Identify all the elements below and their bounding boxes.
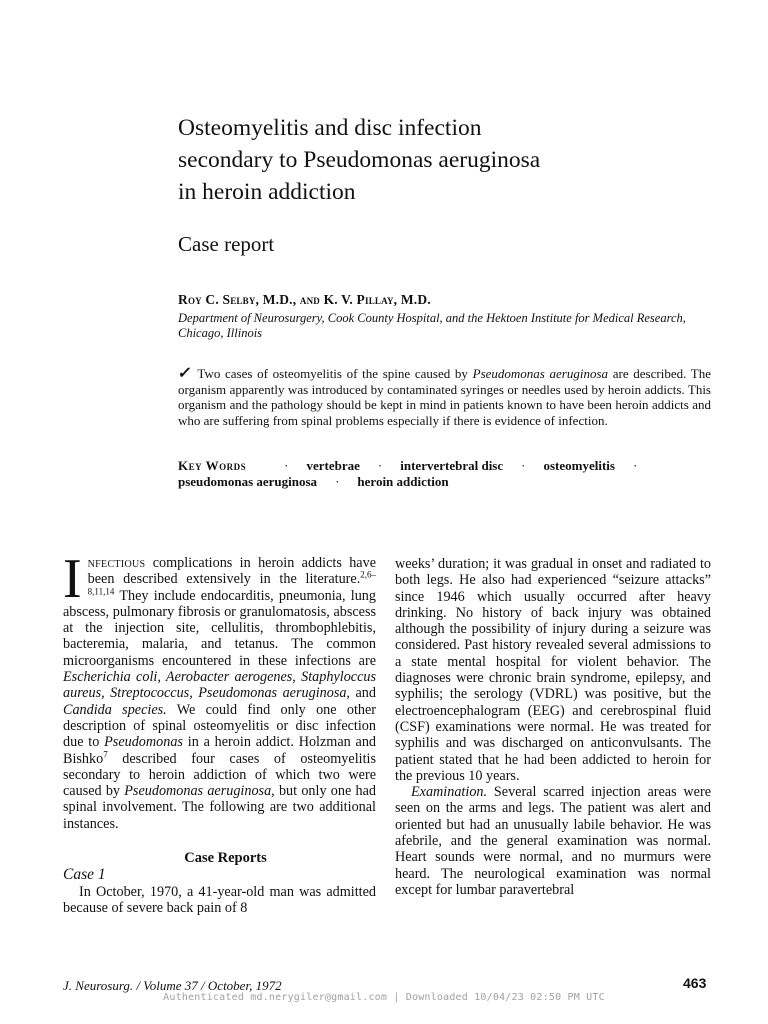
text-run: We could find only one other description of spinal osteomyelitis or disc infection due to — [63, 701, 376, 751]
download-watermark: Authenticated md.nerygiler@gmail.com | Downloaded 10/04/23 02:50 PM UTC — [163, 992, 605, 1003]
abstract-text-2: are described. The organism apparently was introduced by contaminated syringes or needles used by heroin addicts. This organism and the pathology should be kept in mind in patients known to have been heroin addicts and who are suffering from spinal problems especially if there is evidence of infection. — [178, 366, 711, 428]
lead-word: nfectious — [87, 555, 146, 571]
abstract-text-1: Two cases of osteomyelitis of the spine caused by — [197, 366, 473, 381]
keywords — [178, 458, 718, 490]
organism-names: Escherichia coli, Aerobacter aerogenes, Staphyloccus aureus, Streptococcus, Pseudomonas aeruginosa, — [63, 669, 376, 702]
keywords-row-2 — [178, 474, 718, 490]
keyword-item: intervertebral disc — [400, 458, 504, 473]
affiliation: Department of Neurosurgery, Cook County Hospital, and the Hektoen Institute for Medical Research, Chicago, Illinois — [178, 311, 686, 340]
body-column-left — [63, 548, 377, 916]
journal-citation: J. Neurosurg. / Volume 37 / October, 1972 — [63, 978, 282, 993]
text-run: in a heroin addict. Holzman and Bishko — [63, 734, 377, 767]
article-title — [178, 112, 698, 208]
keyword-separator: · — [335, 474, 340, 489]
reference-superscript: 2,6–8,11,14 — [87, 569, 376, 596]
reference-superscript: 7 — [103, 748, 108, 759]
abstract — [178, 366, 711, 428]
keyword-item: osteomyelitis — [543, 458, 615, 473]
text-run: complications in heroin addicts have been described extensively in the literature. — [87, 555, 376, 588]
author-conjunction: and — [299, 292, 320, 307]
article-subtitle: Case report — [178, 232, 275, 256]
abstract-organism: Pseudomonas aeruginosa — [472, 366, 609, 381]
page-number: 463 — [683, 975, 707, 991]
keywords-label: Key Words — [178, 458, 247, 473]
examination-paragraph — [395, 784, 711, 898]
case-1-paragraph: In October, 1970, a 41-year-old man was admitted because of severe back pain of 8 — [63, 883, 376, 916]
organism-name: Pseudomonas aeruginosa, — [124, 783, 275, 800]
text-run: but only one had spinal involvement. The following are two additional instances. — [63, 783, 376, 832]
text-run: Several scarred injection areas were seen on the arms and legs. The patient was alert and oriented but had an unusually labile behavior. He was afebrile, and the general examination was normal. Heart sounds were normal, and no murmurs were heard. The neurological examination was normal except for lumbar paravertebral — [395, 784, 711, 898]
checkmark-icon: ✓ — [176, 365, 193, 382]
organism-name: Pseudomonas — [104, 734, 183, 751]
author-line — [178, 292, 431, 308]
drop-cap: I — [63, 548, 82, 610]
keyword-separator: · — [377, 458, 383, 473]
author-1: Roy C. Selby, M.D., — [178, 292, 297, 307]
organism-name: Candida species. — [63, 701, 167, 718]
title-line-1: Osteomyelitis and disc infection — [178, 115, 482, 141]
title-line-3: in heroin addiction — [178, 179, 356, 205]
history-paragraph: weeks’ duration; it was gradual in onset and radiated to both legs. He also had experienced “seizure attacks” since 1946 which usually occurred after heavy drinking. No history of back injury was obtained although the possibility of injury during a seizure was considered. Past history revealed several admissions to a state mental hospital for violent behavior. The diagnoses were chronic brain syndrome, epilepsy, and syphilis; the serology (VDRL) was positive, but the electroencephalogram (EEG) and cerebrospinal fluid (CSF) examinations were normal. He was treated for syphilis and was discharged on anticonvulsants. The patient stated that he had been addicted to heroin for the previous 10 years. — [395, 556, 711, 784]
section-heading: Case Reports — [184, 850, 267, 867]
author-2: K. V. Pillay, M.D. — [323, 292, 431, 307]
keyword-separator: · — [632, 458, 638, 473]
title-line-2: secondary to Pseudomonas aeruginosa — [178, 147, 541, 173]
keyword-item: vertebrae — [306, 458, 360, 473]
text-run: They include endocarditis, pneumonia, lung abscess, pulmonary fibrosis or granulomatosis, abscess at the injection site, cellulitis, thrombophlebitis, bacteremia, malaria, and tetanus. The common microorganisms encountered in these infections are — [63, 587, 376, 669]
subsection-heading: Case 1 — [63, 866, 106, 884]
examination-label: Examination. — [411, 784, 488, 801]
keyword-item: pseudomonas aeruginosa — [178, 474, 318, 489]
keyword-separator: · — [284, 458, 289, 473]
keyword-item: heroin addiction — [357, 474, 449, 489]
body-column-right — [395, 556, 711, 898]
keyword-separator: · — [521, 458, 526, 473]
text-run: described four cases of osteomyelitis secondary to heroin addiction of which two were caused by — [63, 750, 376, 800]
text-run: and — [349, 685, 376, 702]
intro-paragraph — [63, 548, 377, 832]
